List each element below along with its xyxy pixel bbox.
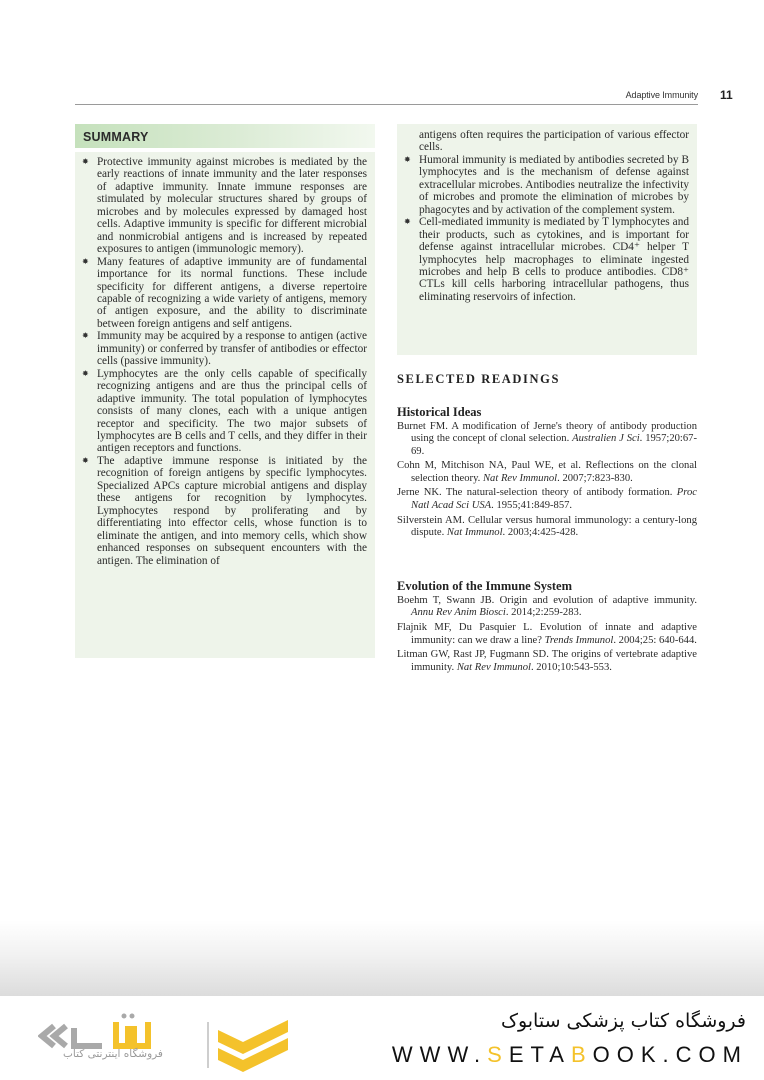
setabook-logo [38, 1010, 298, 1072]
page-number: 11 [720, 88, 733, 102]
summary-list-right [404, 153, 689, 303]
logo-subtitle: فروشگاه اینترنتی کتاب [63, 1048, 163, 1060]
reference-item: Flajnik MF, Du Pasquier L. Evolution of innate and adaptive immunity: can we draw a line? Trends Immunol. 2004;25: 640-644. [397, 622, 697, 646]
page-header [75, 86, 698, 105]
summary-item: ✸ Lymphocytes are the only cells capable of specifically recognizing antigens and are thus the principal cells of adaptive immunity. The total population of lymphocytes consists of many clones, each with a unique antigen receptor and specificity. The two major subsets of lymphocytes are B cells and T cells, and they differ in their antigen receptors and functions. [82, 367, 367, 455]
summary-box-left [75, 124, 375, 658]
readings-group-heading: Historical Ideas [397, 405, 482, 419]
reference-item: Boehm T, Swann JB. Origin and evolution of adaptive immunity. Annu Rev Anim Biosci. 2014;2:259-283. [397, 595, 697, 619]
footer-banner [0, 996, 764, 1080]
page-bottom-shadow [0, 920, 764, 996]
summary-item: ✸ Many features of adaptive immunity are of fundamental importance for its normal functions. These include specificity for different antigens, a diverse repertoire capable of recognizing a wide variety of antigens, memory of antigen exposure, and the ability to discriminate between foreign antigens and self antigens. [82, 255, 367, 330]
selected-readings [397, 372, 697, 676]
asterisk-bullet-icon: ✸ [404, 217, 411, 227]
running-title: Adaptive Immunity [625, 90, 698, 100]
reference-item: Litman GW, Rast JP, Fugmann SD. The origins of vertebrate adaptive immunity. Nat Rev Immunol. 2010;10:543-553. [397, 649, 697, 673]
asterisk-bullet-icon: ✸ [404, 154, 411, 164]
reference-item: Silverstein AM. Cellular versus humoral immunology: a century-long dispute. Nat Immunol. 2003;4:425-428. [397, 514, 697, 538]
summary-list [75, 152, 375, 567]
summary-body [75, 152, 375, 658]
summary-item: ✸ Cell-mediated immunity is mediated by T lymphocytes and their products, such as cytokines, and is important for defense against intracellular microbes. CD4⁺ helper T lymphocytes help macrophages to eliminate ingested microbes and help B cells to produce antibodies. CD8⁺ CTLs kill cells harboring intracellular pathogens, thus eliminating reservoirs of infection. [404, 216, 689, 303]
summary-title: SUMMARY [75, 124, 375, 148]
readings-title: SELECTED READINGS [397, 372, 561, 386]
reference-item: Cohn M, Mitchison NA, Paul WE, et al. Reflections on the clonal selection theory. Nat Rev Immunol. 2007;7:823-830. [397, 460, 697, 484]
summary-item: ✸ Immunity may be acquired by a response to antigen (active immunity) or conferred by transfer of antibodies or effector cells (passive immunity). [82, 330, 367, 368]
summary-continuation: antigens often requires the participation of various effector cells. [419, 129, 689, 154]
summary-item: ✸ The adaptive immune response is initiated by the recognition of foreign antigens by specific lymphocytes. Specialized APCs capture microbial antigens and display these antigens for recognition by lymphocytes. Lymphocytes respond by proliferating and by differentiating into effector cells, whose function is to eliminate the antigen, and into memory cells, which show enhanced responses on subsequent encounters with the antigen. The elimination of [82, 454, 367, 567]
summary-item: ✸ Protective immunity against microbes is mediated by the early reactions of innate immunity and the later responses of adaptive immunity. Innate immune responses are stimulated by molecular structures shared by groups of microbes and by molecules expressed by damaged host cells. Adaptive immunity is specific for different microbial and nonmicrobial antigens and is increased by repeated exposures to antigen (immunologic memory). [82, 156, 367, 256]
readings-group-heading: Evolution of the Immune System [397, 579, 573, 594]
summary-item: ✸ Humoral immunity is mediated by antibodies secreted by B lymphocytes and is the mechanism of defense against extracellular microbes. Antibodies neutralize the infectivity of microbes and promote the elimination of microbes by phagocytes and by activation of the complement system. [404, 153, 689, 216]
asterisk-bullet-icon: ✸ [82, 368, 89, 378]
asterisk-bullet-icon: ✸ [82, 157, 89, 166]
summary-box-right [397, 124, 697, 355]
asterisk-bullet-icon: ✸ [82, 331, 89, 341]
asterisk-bullet-icon: ✸ [82, 455, 89, 465]
reference-item: Jerne NK. The natural-selection theory of antibody formation. Proc Natl Acad Sci USA. 1955;41:849-857. [397, 487, 697, 511]
setabook-wordmark-icon [38, 1010, 298, 1072]
website-url: WWW.SETABOOK.COM [391, 1042, 748, 1067]
store-tagline: فروشگاه کتاب پزشکی ستابوک [500, 1010, 746, 1032]
reference-item: Burnet FM. A modification of Jerne's theory of antibody production using the concept of clonal selection. Australien J Sci. 1957;20:67-69. [397, 421, 697, 457]
asterisk-bullet-icon: ✸ [82, 256, 89, 266]
